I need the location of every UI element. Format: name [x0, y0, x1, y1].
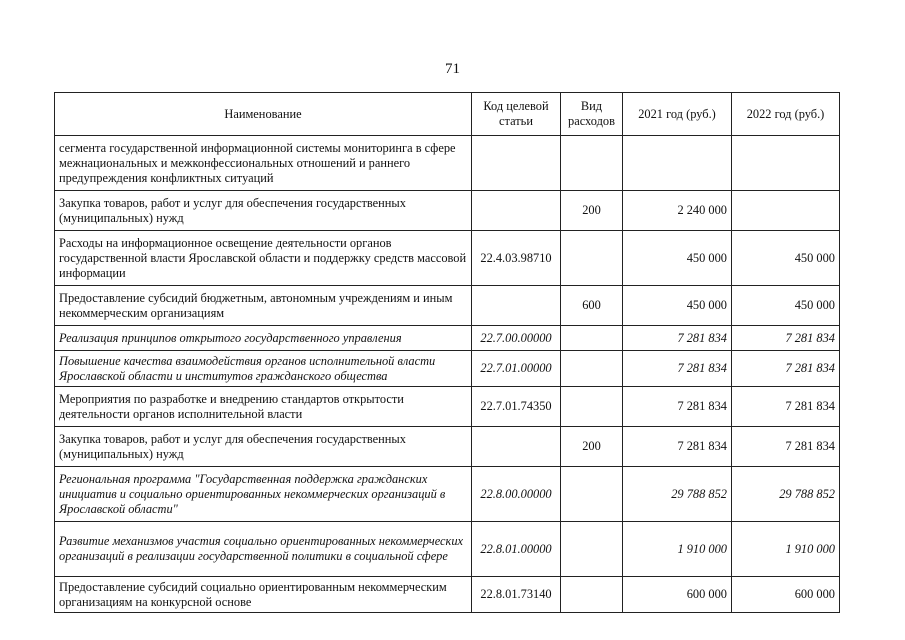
cell-amount-2021: 7 281 834: [623, 427, 732, 467]
cell-amount-2022: 7 281 834: [732, 351, 840, 387]
cell-expense-type: 200: [561, 191, 623, 231]
cell-expense-type: [561, 231, 623, 286]
cell-target-code: 22.8.01.73140: [472, 577, 561, 613]
cell-target-code: [472, 136, 561, 191]
cell-amount-2022: 600 000: [732, 577, 840, 613]
cell-name: Предоставление субсидий бюджетным, автономным учреждениям и иным некоммерческим организациям: [55, 286, 472, 326]
cell-name: Региональная программа "Государственная поддержка гражданских инициатив и социально ориентированных некоммерческих организаций в Ярославской области": [55, 467, 472, 522]
cell-amount-2022: 7 281 834: [732, 387, 840, 427]
cell-amount-2022: 1 910 000: [732, 522, 840, 577]
header-name: Наименование: [55, 93, 472, 136]
table-row: [55, 136, 840, 191]
table-row: [55, 387, 840, 427]
budget-table: [54, 92, 840, 613]
cell-name: Реализация принципов открытого государственного управления: [55, 326, 472, 351]
cell-amount-2021: 1 910 000: [623, 522, 732, 577]
cell-expense-type: [561, 387, 623, 427]
cell-expense-type: [561, 577, 623, 613]
cell-target-code: [472, 286, 561, 326]
cell-target-code: 22.7.01.74350: [472, 387, 561, 427]
cell-name: Предоставление субсидий социально ориентированным некоммерческим организациям на конкурсной основе: [55, 577, 472, 613]
cell-name: Развитие механизмов участия социально ориентированных некоммерческих организаций в реализации государственной политики в социальной сфере: [55, 522, 472, 577]
table-row: [55, 522, 840, 577]
table-row: [55, 286, 840, 326]
cell-name: Повышение качества взаимодействия органов исполнительной власти Ярославской области и институтов гражданского общества: [55, 351, 472, 387]
cell-amount-2021: [623, 136, 732, 191]
cell-name: Расходы на информационное освещение деятельности органов государственной власти Ярославской области и поддержку средств массовой информации: [55, 231, 472, 286]
cell-amount-2021: 7 281 834: [623, 387, 732, 427]
header-year-2021: 2021 год (руб.): [623, 93, 732, 136]
cell-amount-2022: 29 788 852: [732, 467, 840, 522]
cell-amount-2021: 2 240 000: [623, 191, 732, 231]
table-row: [55, 467, 840, 522]
table-row: [55, 191, 840, 231]
cell-target-code: [472, 191, 561, 231]
cell-target-code: 22.4.03.98710: [472, 231, 561, 286]
cell-amount-2022: 450 000: [732, 286, 840, 326]
cell-name: Мероприятия по разработке и внедрению стандартов открытости деятельности органов исполнительной власти: [55, 387, 472, 427]
cell-amount-2021: 7 281 834: [623, 351, 732, 387]
cell-expense-type: [561, 326, 623, 351]
header-expense-type: Вид расходов: [561, 93, 623, 136]
cell-expense-type: 600: [561, 286, 623, 326]
cell-expense-type: 200: [561, 427, 623, 467]
cell-expense-type: [561, 351, 623, 387]
table-row: [55, 577, 840, 613]
table-row: [55, 427, 840, 467]
table-row: [55, 326, 840, 351]
cell-name: Закупка товаров, работ и услуг для обеспечения государственных (муниципальных) нужд: [55, 427, 472, 467]
table-row: [55, 231, 840, 286]
cell-target-code: 22.7.00.00000: [472, 326, 561, 351]
cell-amount-2021: 450 000: [623, 286, 732, 326]
cell-target-code: 22.8.00.00000: [472, 467, 561, 522]
cell-amount-2022: [732, 191, 840, 231]
cell-target-code: [472, 427, 561, 467]
header-code: Код целевой статьи: [472, 93, 561, 136]
cell-expense-type: [561, 136, 623, 191]
cell-amount-2022: 7 281 834: [732, 427, 840, 467]
cell-amount-2021: 450 000: [623, 231, 732, 286]
header-year-2022: 2022 год (руб.): [732, 93, 840, 136]
table-body: [55, 136, 840, 613]
cell-expense-type: [561, 522, 623, 577]
cell-expense-type: [561, 467, 623, 522]
cell-amount-2022: 450 000: [732, 231, 840, 286]
cell-amount-2021: 7 281 834: [623, 326, 732, 351]
cell-amount-2021: 600 000: [623, 577, 732, 613]
cell-amount-2022: 7 281 834: [732, 326, 840, 351]
cell-target-code: 22.7.01.00000: [472, 351, 561, 387]
cell-name: сегмента государственной информационной системы мониторинга в сфере межнациональных и межконфессиональных отношений и раннего предупреждения конфликтных ситуаций: [55, 136, 472, 191]
cell-amount-2022: [732, 136, 840, 191]
table-header-row: [55, 93, 840, 136]
cell-target-code: 22.8.01.00000: [472, 522, 561, 577]
table-row: [55, 351, 840, 387]
page-number: 71: [445, 61, 460, 77]
cell-amount-2021: 29 788 852: [623, 467, 732, 522]
cell-name: Закупка товаров, работ и услуг для обеспечения государственных (муниципальных) нужд: [55, 191, 472, 231]
